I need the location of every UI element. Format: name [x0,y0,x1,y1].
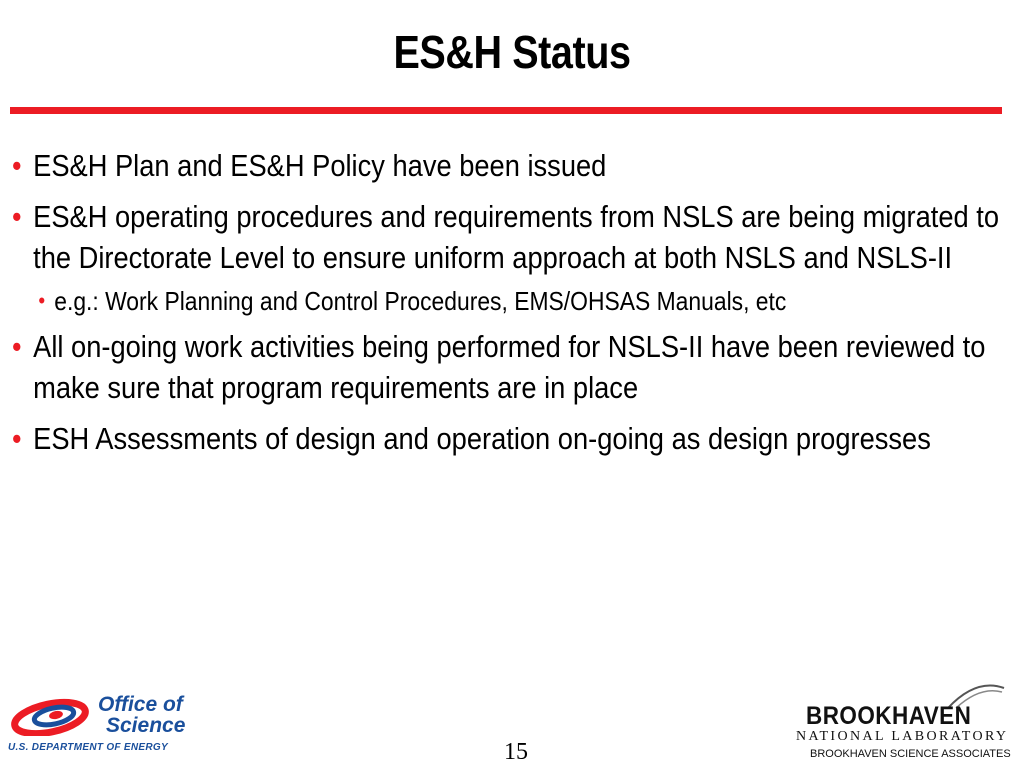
page-number: 15 [504,739,528,765]
bnl-logo-subtitle: NATIONAL LABORATORY [796,729,1009,744]
bullet-text: ES&H Plan and ES&H Policy have been issued [33,148,607,183]
bullet-list [12,145,1012,469]
bullet-text: ES&H operating procedures and requirements from NSLS are being migrated to the Directorate Level to ensure uniform approach at both NSLS and NSLS-II [33,199,1000,275]
page-title: ES&H Status [393,26,631,78]
bullet-icon: • [12,148,22,183]
bullet-icon: • [12,421,22,456]
doe-logo-department: U.S. DEPARTMENT OF ENERGY [8,742,168,753]
bullet-item [12,145,1024,186]
doe-logo-line1: Office of [98,693,183,716]
bullet-icon: • [38,288,46,313]
bnl-logo-name: BROOKHAVEN [806,702,972,730]
bullet-item [12,196,1024,278]
bullet-item [12,326,1024,408]
doe-office-of-science-logo [6,690,216,760]
doe-swoosh-icon [10,696,92,736]
bullet-icon: • [12,199,22,234]
bullet-text: e.g.: Work Planning and Control Procedures, EMS/OHSAS Manuals, etc [54,286,787,316]
title-divider [10,107,1002,114]
bnl-logo-associates: BROOKHAVEN SCIENCE ASSOCIATES [810,748,1011,760]
bullet-text: All on-going work activities being performed for NSLS-II have been reviewed to make sure that program requirements are in place [33,329,986,405]
doe-logo-line2: Science [106,714,186,737]
bullet-icon: • [12,329,22,364]
sub-bullet-item [12,284,1024,318]
bullet-text: ESH Assessments of design and operation on-going as design progresses [33,421,931,456]
bullet-item [12,418,1024,459]
brookhaven-logo [796,684,1020,766]
